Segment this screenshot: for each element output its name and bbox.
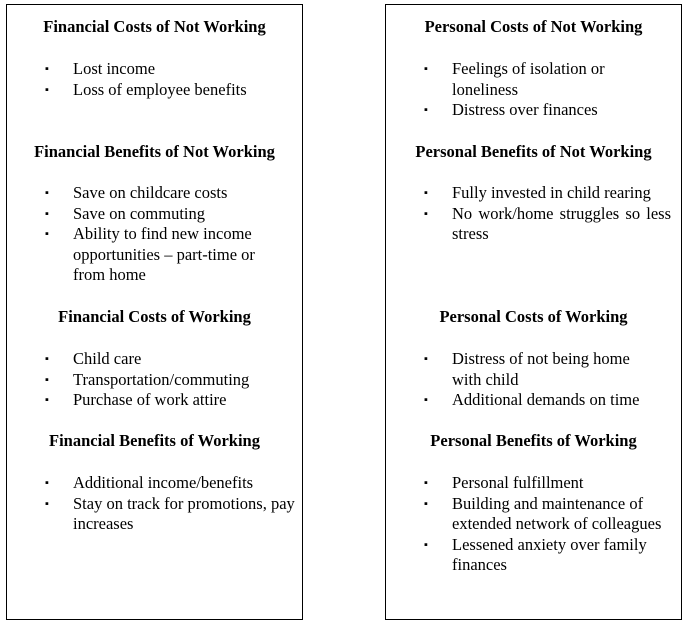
list-financial-benefits-working (7, 473, 302, 535)
list-item: ▪ Ability to find new income opportunities – part-time or from home (45, 224, 255, 284)
list-item: ▪ Save on commuting (45, 203, 205, 223)
list-item: ▪ Additional income/benefits (45, 473, 254, 492)
bullet-icon: ▪ (45, 477, 49, 489)
bullet-icon: ▪ (45, 83, 49, 96)
list-item: ▪ Save on childcare costs (45, 183, 228, 202)
list-item: ▪ Additional demands on time (424, 390, 640, 409)
section-heading-financial-benefits-not-working: Financial Benefits of Not Working (34, 142, 275, 161)
right-column-box (385, 4, 682, 620)
bullet-icon: ▪ (424, 497, 428, 510)
list-personal-costs-not-working (386, 59, 681, 121)
list-item: ▪ Transportation/commuting (45, 369, 250, 389)
list-item: ▪ Fully invested in child rearing (424, 183, 651, 202)
bullet-icon: ▪ (424, 187, 428, 199)
list-item: ▪ Feelings of isolation or loneliness (424, 59, 605, 99)
list-item: ▪ Building and maintenance of extended network of colleagues (424, 493, 662, 533)
list-item: ▪ Personal fulfillment (424, 473, 584, 492)
bullet-icon: ▪ (424, 538, 428, 551)
section-heading-financial-costs-working: Financial Costs of Working (58, 307, 251, 326)
bullet-icon: ▪ (424, 207, 428, 220)
list-item: ▪ Lost income (45, 59, 156, 78)
list-item: ▪ No work/home struggles so less stress (424, 203, 671, 243)
left-column-box (6, 4, 303, 620)
list-item: ▪ Distress of not being home with child (424, 349, 630, 389)
section-heading-personal-benefits-working: Personal Benefits of Working (430, 431, 637, 450)
bullet-icon: ▪ (424, 477, 428, 489)
bullet-icon: ▪ (424, 394, 428, 406)
section-heading-financial-costs-not-working: Financial Costs of Not Working (43, 17, 266, 36)
bullet-icon: ▪ (45, 228, 49, 240)
bullet-icon: ▪ (45, 394, 49, 406)
list-financial-costs-working (7, 349, 302, 411)
section-heading-personal-costs-working: Personal Costs of Working (439, 307, 628, 326)
bullet-icon: ▪ (424, 353, 428, 365)
section-heading-financial-benefits-working: Financial Benefits of Working (48, 431, 260, 450)
list-item: ▪ Distress over finances (424, 100, 598, 119)
list-item: ▪ Lessened anxiety over family finances (424, 534, 647, 574)
list-personal-benefits-not-working (386, 183, 681, 245)
list-item: ▪ Loss of employee benefits (45, 79, 247, 99)
bullet-icon: ▪ (424, 104, 428, 116)
bullet-icon: ▪ (45, 353, 49, 365)
list-personal-costs-working (386, 349, 681, 411)
list-financial-costs-not-working (7, 59, 302, 100)
bullet-icon: ▪ (424, 63, 428, 75)
section-heading-personal-benefits-not-working: Personal Benefits of Not Working (415, 142, 652, 161)
bullet-icon: ▪ (45, 63, 49, 75)
bullet-icon: ▪ (45, 497, 49, 510)
bullet-icon: ▪ (45, 373, 49, 386)
bullet-icon: ▪ (45, 207, 49, 220)
bullet-icon: ▪ (45, 187, 49, 199)
list-personal-benefits-working (386, 473, 681, 576)
list-item: ▪ Stay on track for promotions, pay increases (45, 493, 295, 533)
list-item: ▪ Child care (45, 349, 142, 368)
list-financial-benefits-not-working (7, 183, 302, 286)
section-heading-personal-costs-not-working: Personal Costs of Not Working (424, 17, 643, 36)
list-item: ▪ Purchase of work attire (45, 390, 227, 409)
